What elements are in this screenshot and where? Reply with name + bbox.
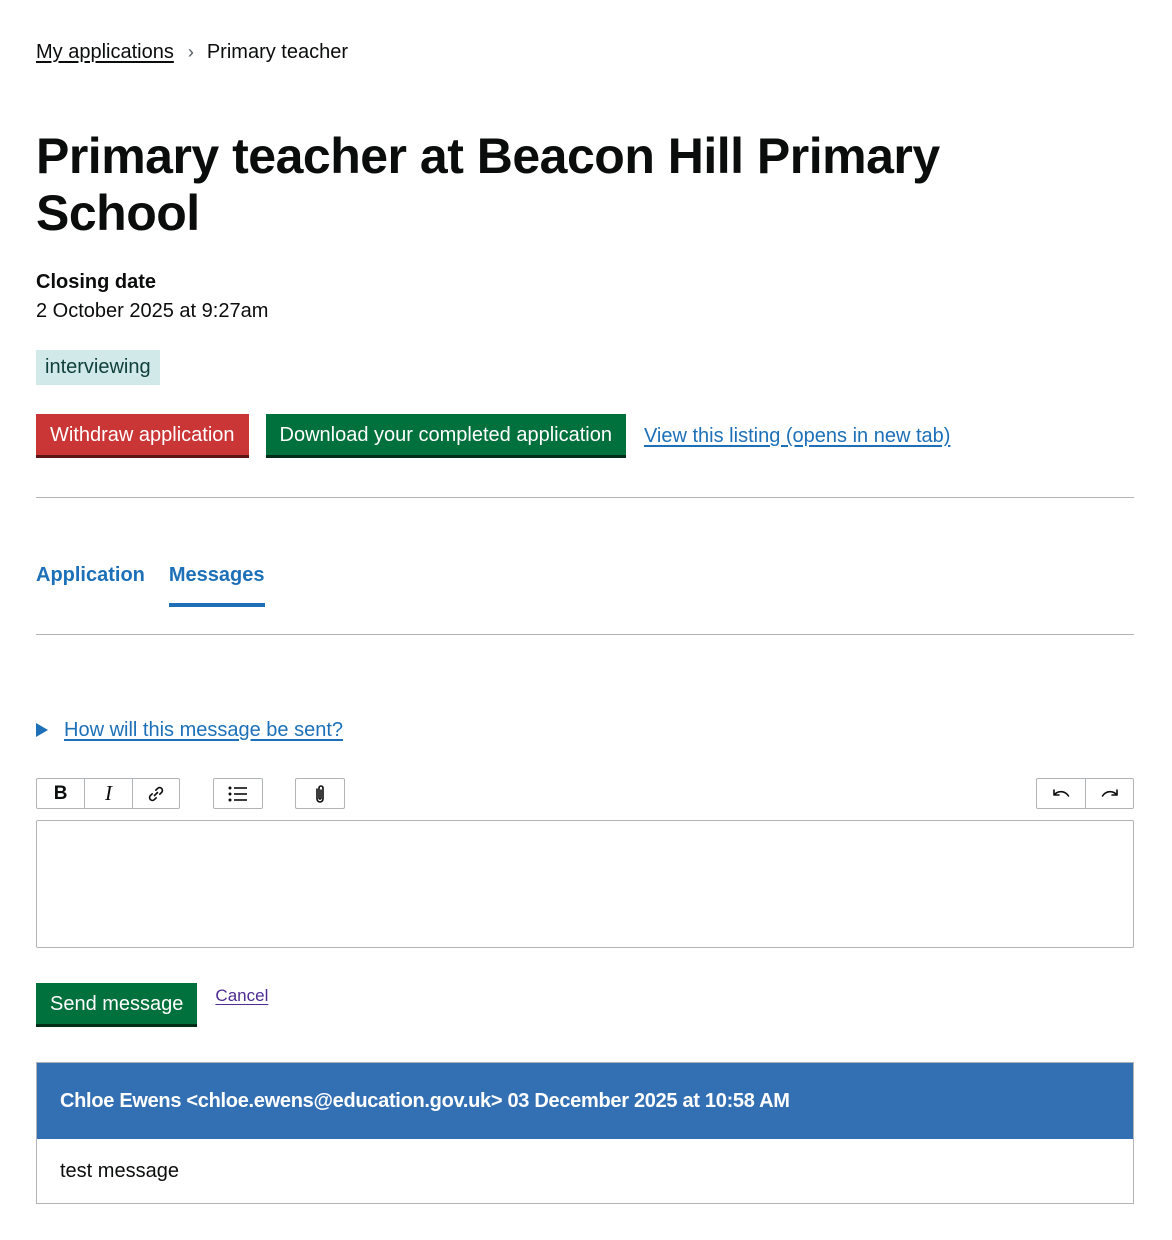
application-actions [36,414,950,455]
closing-date-value: 2 October 2025 at 9:27am [36,300,269,322]
tab-application[interactable]: Application [36,564,145,586]
tabs-divider [36,634,1134,635]
history-button-group [1036,778,1134,809]
section-divider [36,497,1134,498]
send-message-button[interactable]: Send message [36,983,197,1024]
cancel-link[interactable]: Cancel [215,986,269,1005]
breadcrumb-my-applications-link[interactable]: My applications [36,41,174,63]
paperclip-icon[interactable] [296,779,344,808]
closing-date-label: Closing date [36,271,157,293]
bold-icon[interactable]: B [53,782,68,804]
message-header: Chloe Ewens <chloe.ewens@education.gov.uk> 03 December 2025 at 10:58 AM [37,1063,1133,1139]
message-card [36,1062,1134,1204]
editor-toolbar [36,778,1134,809]
italic-icon[interactable]: I [84,779,131,808]
breadcrumb [36,38,348,66]
redo-icon[interactable] [1085,779,1133,808]
link-icon[interactable] [132,779,179,808]
triangle-right-icon [36,723,48,737]
breadcrumb-current: Primary teacher [206,41,348,63]
breadcrumb-separator-icon: › [187,42,194,62]
undo-icon[interactable] [1037,779,1085,808]
tab-list [36,561,289,607]
withdraw-application-button[interactable]: Withdraw application [36,414,249,455]
view-listing-link[interactable]: View this listing (opens in new tab) [643,425,951,447]
message-form-actions [36,983,268,1024]
details-summary-link[interactable]: How will this message be sent? [64,719,344,741]
message-details-toggle[interactable] [36,716,343,744]
message-body: test message [60,1160,179,1182]
formatting-button-group [36,778,180,809]
tab-messages[interactable]: Messages [169,561,265,607]
page-title: Primary teacher at Beacon Hill Primary School [36,128,940,241]
download-application-button[interactable]: Download your completed application [266,414,626,455]
status-tag: interviewing [36,350,160,385]
attachment-button-group [295,778,345,809]
message-editor[interactable] [36,820,1134,948]
list-button-group [213,778,263,809]
bullet-list-icon[interactable] [214,779,262,808]
